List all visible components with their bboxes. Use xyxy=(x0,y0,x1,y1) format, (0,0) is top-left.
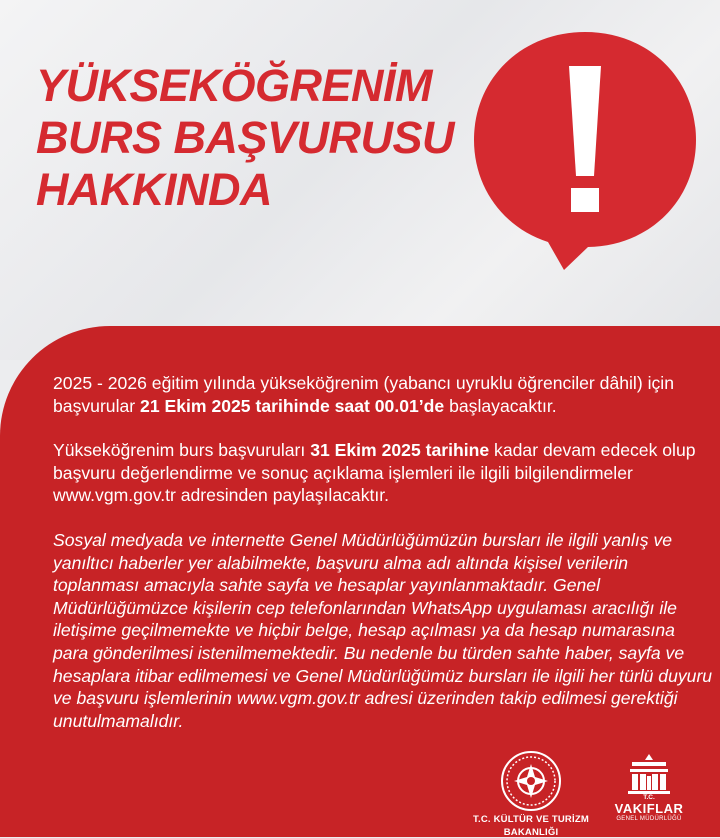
vakiflar-logo xyxy=(604,752,694,823)
paragraph-fraud-warning: Sosyal medyada ve internette Genel Müdürlüğümüzün bursları ile ilgili yanlış ve yanıltıcı haberler yer alabilmekte, başvuru alma adı altında kişisel verilerin toplanması amacıyla sahte sayfa ve hesaplar yayınlanmaktadır. Genel Müdürlüğümüzce kişilerin cep telefonlarından WhatsApp uygulaması aracılığı ile iletişime geçilmemekte ve hiçbir belge, hesap açılması ya da hesap numarasına para gönderilmesi istenilmemektedir. Bu nedenle bu türden sahte haber, sayfa ve hesaplara itibar edilmemesi ve Genel Müdürlüğümüz bursları ile ilgili her türlü duyuru ve başvuru işlemlerinin www.vgm.gov.tr adresi üzerinden takip edilmesi gerektiği unutulmamalıdır. xyxy=(53,529,713,731)
paragraph-application-deadline: Yükseköğrenim burs başvuruları 31 Ekim 2025 tarihine kadar devam edecek olup başvuru değerlendirme ve sonuç açıklama işlemleri ile ilgili bilgilendirmeler www.vgm.gov.tr adresinden paylaşılacaktır. xyxy=(53,440,696,506)
vakiflar-name: VAKIFLAR xyxy=(614,801,684,816)
vakiflar-emblem-icon xyxy=(626,752,672,794)
vakiflar-subtitle: GENEL MÜDÜRLÜĞÜ xyxy=(616,816,682,822)
exclamation-speech-bubble-icon xyxy=(460,20,710,270)
ministry-name-line-2: BAKANLIĞI xyxy=(503,827,559,838)
culture-tourism-ministry-logo xyxy=(466,750,596,838)
start-date-highlight: 21 Ekim 2025 tarihinde saat 00.01’de xyxy=(140,395,445,416)
ministry-name-line-1: T.C. KÜLTÜR VE TURİZM xyxy=(473,814,589,825)
title-line-1: YÜKSEKÖĞRENİM xyxy=(36,60,433,111)
title-line-2: BURS BAŞVURUSU xyxy=(36,112,455,163)
vakiflar-tc-label: T.C. xyxy=(643,794,655,801)
ministry-emblem-icon xyxy=(500,750,562,812)
paragraph-application-start: 2025 - 2026 eğitim yılında yükseköğrenim (yabancı uyruklu öğrenciler dâhil) için başvurular 21 Ekim 2025 tarihinde saat 00.01’de başlayacaktır. xyxy=(53,373,674,416)
deadline-highlight: 31 Ekim 2025 tarihine xyxy=(310,440,490,461)
announcement-body xyxy=(53,372,713,732)
title-line-3: HAKKINDA xyxy=(36,164,272,215)
page-title xyxy=(36,60,454,216)
